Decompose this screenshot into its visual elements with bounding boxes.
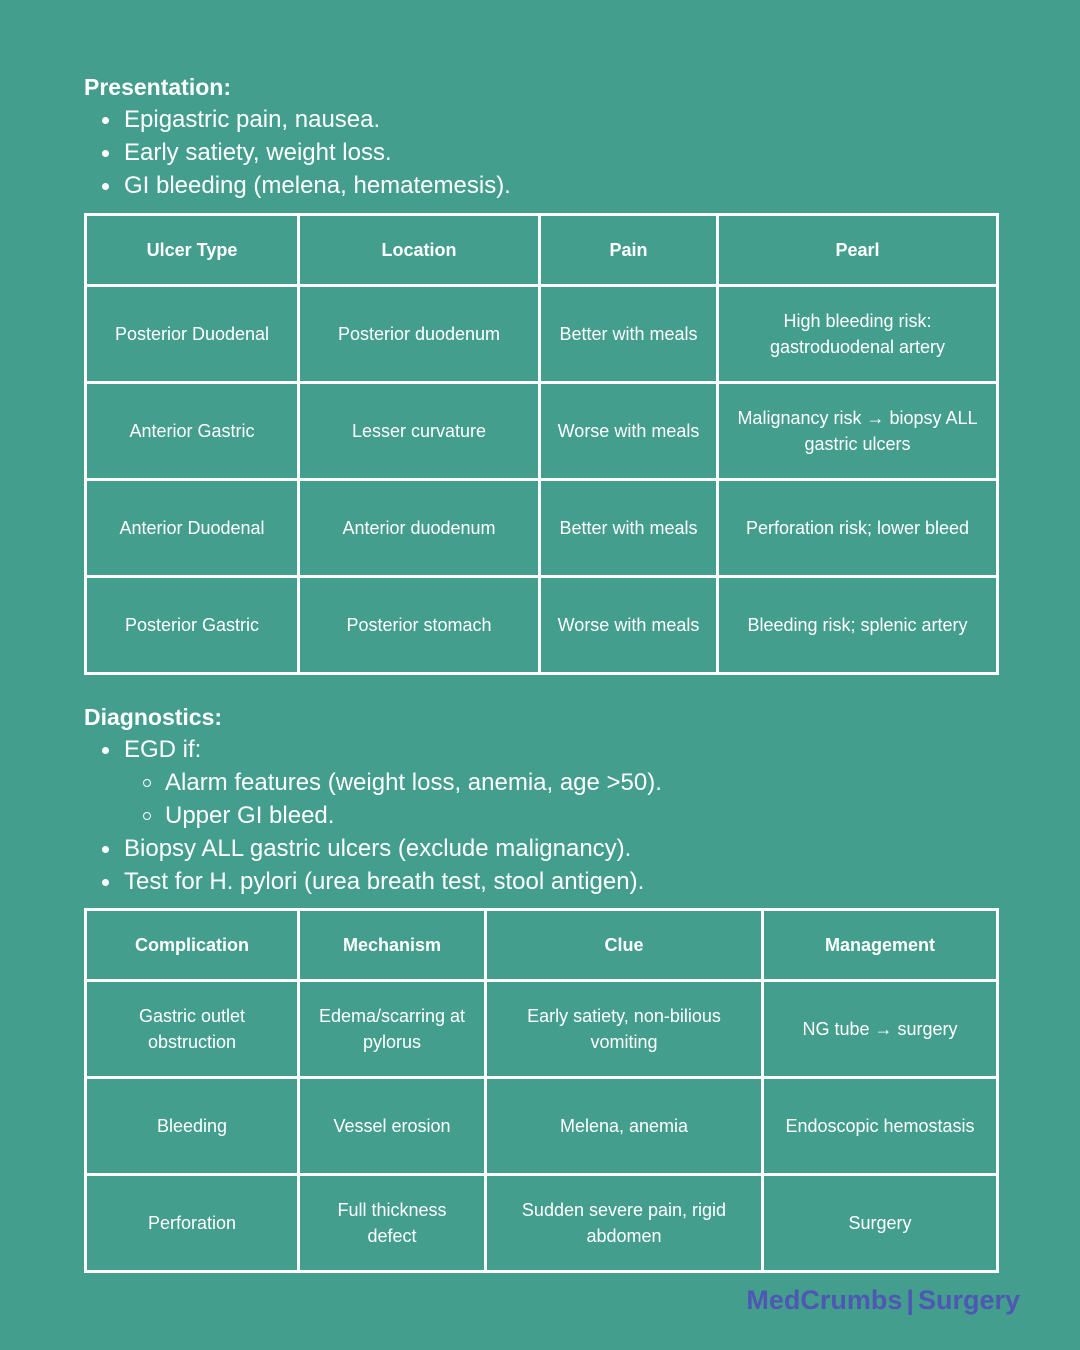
- table-cell: High bleeding risk: gastroduodenal artery: [718, 286, 998, 383]
- brand-separator: |: [906, 1285, 914, 1315]
- table-cell: Posterior duodenum: [299, 286, 540, 383]
- column-header: Management: [763, 910, 998, 981]
- table-cell: Better with meals: [540, 286, 718, 383]
- table-cell: Edema/scarring at pylorus: [299, 981, 486, 1078]
- table-cell: Bleeding: [86, 1078, 299, 1175]
- table-cell: Surgery: [763, 1175, 998, 1272]
- list-item: Biopsy ALL gastric ulcers (exclude malignancy).: [84, 832, 662, 865]
- table-row: [86, 1175, 998, 1272]
- table-cell: Anterior Gastric: [86, 383, 299, 480]
- presentation-list: [84, 103, 511, 202]
- table-cell: Posterior Gastric: [86, 577, 299, 674]
- presentation-heading: Presentation:: [84, 74, 231, 100]
- column-header: Clue: [486, 910, 763, 981]
- brand-watermark: [746, 1282, 1020, 1318]
- ulcer-type-table: [84, 213, 999, 675]
- table-cell: Bleeding risk; splenic artery: [718, 577, 998, 674]
- sub-list-item: Alarm features (weight loss, anemia, age >50).: [84, 766, 662, 799]
- table-cell: Lesser curvature: [299, 383, 540, 480]
- table-header-row: [86, 215, 998, 286]
- table-cell: Perforation risk; lower bleed: [718, 480, 998, 577]
- list-item: GI bleeding (melena, hematemesis).: [84, 169, 511, 202]
- table-cell: Worse with meals: [540, 577, 718, 674]
- table-cell: Anterior duodenum: [299, 480, 540, 577]
- table-cell: Full thickness defect: [299, 1175, 486, 1272]
- table-cell: Perforation: [86, 1175, 299, 1272]
- table-cell: Worse with meals: [540, 383, 718, 480]
- complications-table: [84, 908, 999, 1273]
- table-row: [86, 286, 998, 383]
- table-header-row: [86, 910, 998, 981]
- table-cell: Anterior Duodenal: [86, 480, 299, 577]
- column-header: Ulcer Type: [86, 215, 299, 286]
- table-row: [86, 383, 998, 480]
- table-cell: Early satiety, non-bilious vomiting: [486, 981, 763, 1078]
- table-cell: Sudden severe pain, rigid abdomen: [486, 1175, 763, 1272]
- table-cell: Vessel erosion: [299, 1078, 486, 1175]
- table-row: [86, 577, 998, 674]
- table-cell: Better with meals: [540, 480, 718, 577]
- sub-list-item: Upper GI bleed.: [84, 799, 662, 832]
- list-item: Test for H. pylori (urea breath test, stool antigen).: [84, 865, 662, 898]
- diagnostics-list: [84, 733, 662, 898]
- table-cell: Posterior stomach: [299, 577, 540, 674]
- table-cell: Melena, anemia: [486, 1078, 763, 1175]
- list-item: Early satiety, weight loss.: [84, 136, 511, 169]
- table-row: [86, 1078, 998, 1175]
- table-row: [86, 480, 998, 577]
- column-header: Pearl: [718, 215, 998, 286]
- list-item: EGD if:: [84, 733, 662, 766]
- diagnostics-heading: Diagnostics:: [84, 704, 223, 730]
- list-item: Epigastric pain, nausea.: [84, 103, 511, 136]
- column-header: Complication: [86, 910, 299, 981]
- brand-name: MedCrumbs: [746, 1285, 903, 1315]
- table-cell: Malignancy risk → biopsy ALL gastric ulcers: [718, 383, 998, 480]
- column-header: Location: [299, 215, 540, 286]
- table-row: [86, 981, 998, 1078]
- table-cell: Endoscopic hemostasis: [763, 1078, 998, 1175]
- table-cell: Posterior Duodenal: [86, 286, 299, 383]
- column-header: Pain: [540, 215, 718, 286]
- table-cell: Gastric outlet obstruction: [86, 981, 299, 1078]
- column-header: Mechanism: [299, 910, 486, 981]
- table-cell: NG tube → surgery: [763, 981, 998, 1078]
- brand-section: Surgery: [917, 1285, 1020, 1315]
